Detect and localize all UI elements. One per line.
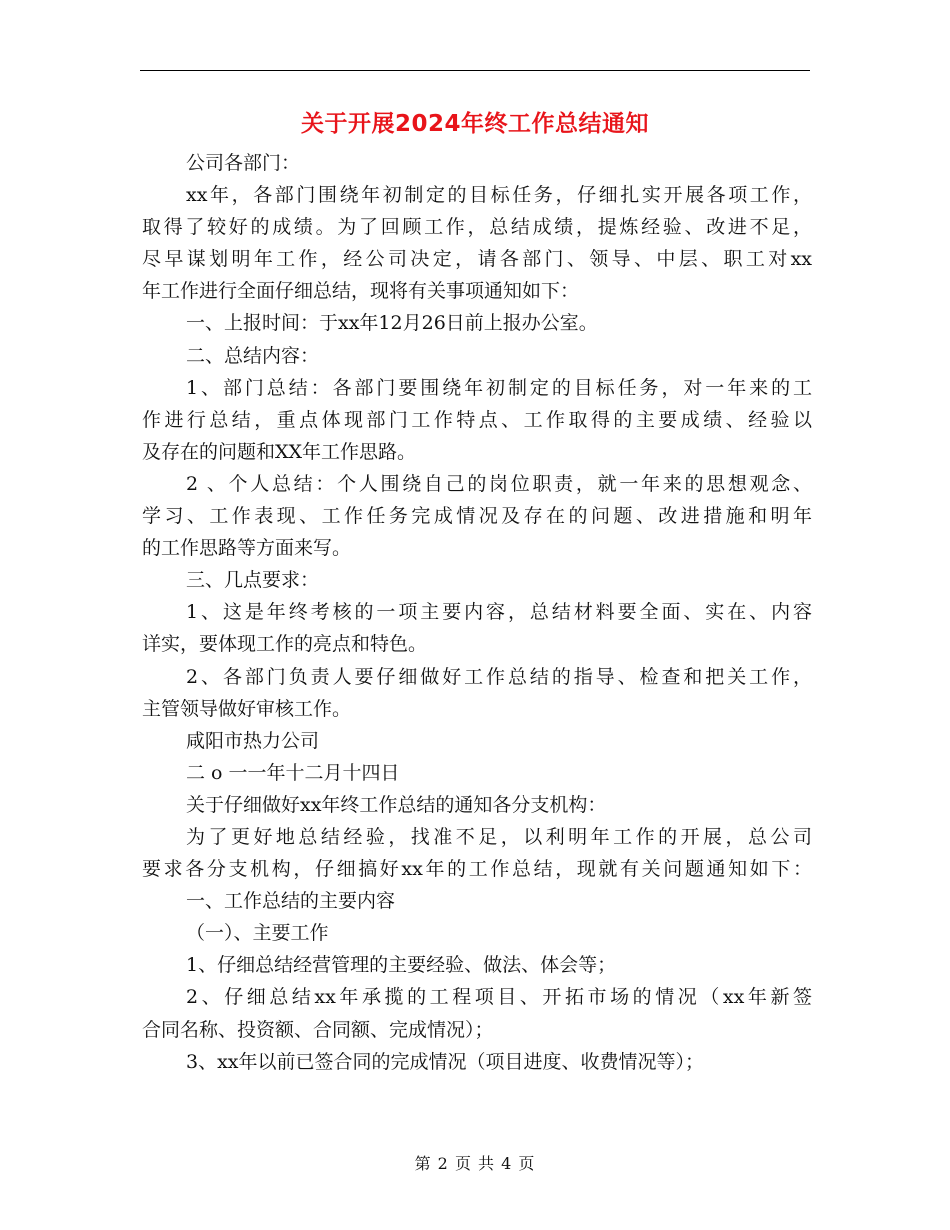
signature-company: 咸阳市热力公司 bbox=[186, 729, 320, 752]
paragraph-line: 三、几点要求： bbox=[186, 569, 320, 592]
paragraph-line: 要求各分支机构，仔细搞好xx年的工作总结，现就有关问题通知如下： bbox=[142, 858, 812, 881]
paragraph-line: xx年，各部门围绕年初制定的目标任务，仔细扎实开展各项工作， bbox=[186, 184, 812, 207]
paragraph-line: 关于仔细做好xx年终工作总结的通知各分支机构： bbox=[186, 793, 607, 816]
paragraph-line: 2 、个人总结：个人围绕自己的岗位职责，就一年来的思想观念、 bbox=[186, 472, 812, 495]
list-item: 合同名称、投资额、合同额、完成情况）； bbox=[142, 1018, 494, 1041]
paragraph-line: 公司各部门： bbox=[186, 152, 301, 174]
document-title: 关于开展2024年终工作总结通知 bbox=[300, 111, 649, 137]
paragraph-line: 主管领导做好审核工作。 bbox=[142, 697, 352, 720]
paragraph-line: 为了更好地总结经验，找准不足，以利明年工作的开展，总公司 bbox=[186, 825, 812, 848]
paragraph-line: 详实，要体现工作的亮点和特色。 bbox=[142, 633, 428, 656]
list-item: 3、xx年以前已签合同的完成情况（项目进度、收费情况等）； bbox=[186, 1050, 705, 1073]
header-rule bbox=[140, 70, 810, 71]
list-item: 2、仔细总结xx年承揽的工程项目、开拓市场的情况（xx年新签 bbox=[186, 986, 812, 1009]
subsection-heading: （一）、主要工作 bbox=[186, 922, 329, 945]
paragraph-line: 一、上报时间：于xx年12月26日前上报办公室。 bbox=[186, 312, 598, 335]
signature-date: 二 o 一一年十二月十四日 bbox=[186, 761, 400, 784]
paragraph-line: 2、各部门负责人要仔细做好工作总结的指导、检查和把关工作， bbox=[186, 665, 812, 688]
paragraph-line: 的工作思路等方面来写。 bbox=[142, 537, 352, 560]
paragraph-line: 二、总结内容： bbox=[186, 344, 320, 367]
paragraph-line: 1、这是年终考核的一项主要内容，总结材料要全面、实在、内容 bbox=[186, 601, 812, 624]
page-number-footer: 第 2 页 共 4 页 bbox=[414, 1154, 536, 1173]
paragraph-line: 作进行总结，重点体现部门工作特点、工作取得的主要成绩、经验以 bbox=[142, 408, 812, 431]
section-heading: 一、工作总结的主要内容 bbox=[186, 890, 396, 913]
paragraph-line: 年工作进行全面仔细总结，现将有关事项通知如下： bbox=[142, 280, 580, 303]
paragraph-line: 学习、工作表现、工作任务完成情况及存在的问题、改进措施和明年 bbox=[142, 505, 812, 528]
paragraph-line: 取得了较好的成绩。为了回顾工作，总结成绩，提炼经验、改进不足， bbox=[142, 216, 812, 239]
paragraph-line: 及存在的问题和XX年工作思路。 bbox=[142, 440, 417, 463]
list-item: 1、仔细总结经营管理的主要经验、做法、体会等； bbox=[186, 954, 617, 977]
document-body bbox=[142, 147, 812, 1078]
paragraph-line: 1、部门总结：各部门要围绕年初制定的目标任务，对一年来的工 bbox=[186, 376, 812, 399]
paragraph-line: 尽早谋划明年工作，经公司决定，请各部门、领导、中层、职工对xx bbox=[142, 248, 812, 271]
